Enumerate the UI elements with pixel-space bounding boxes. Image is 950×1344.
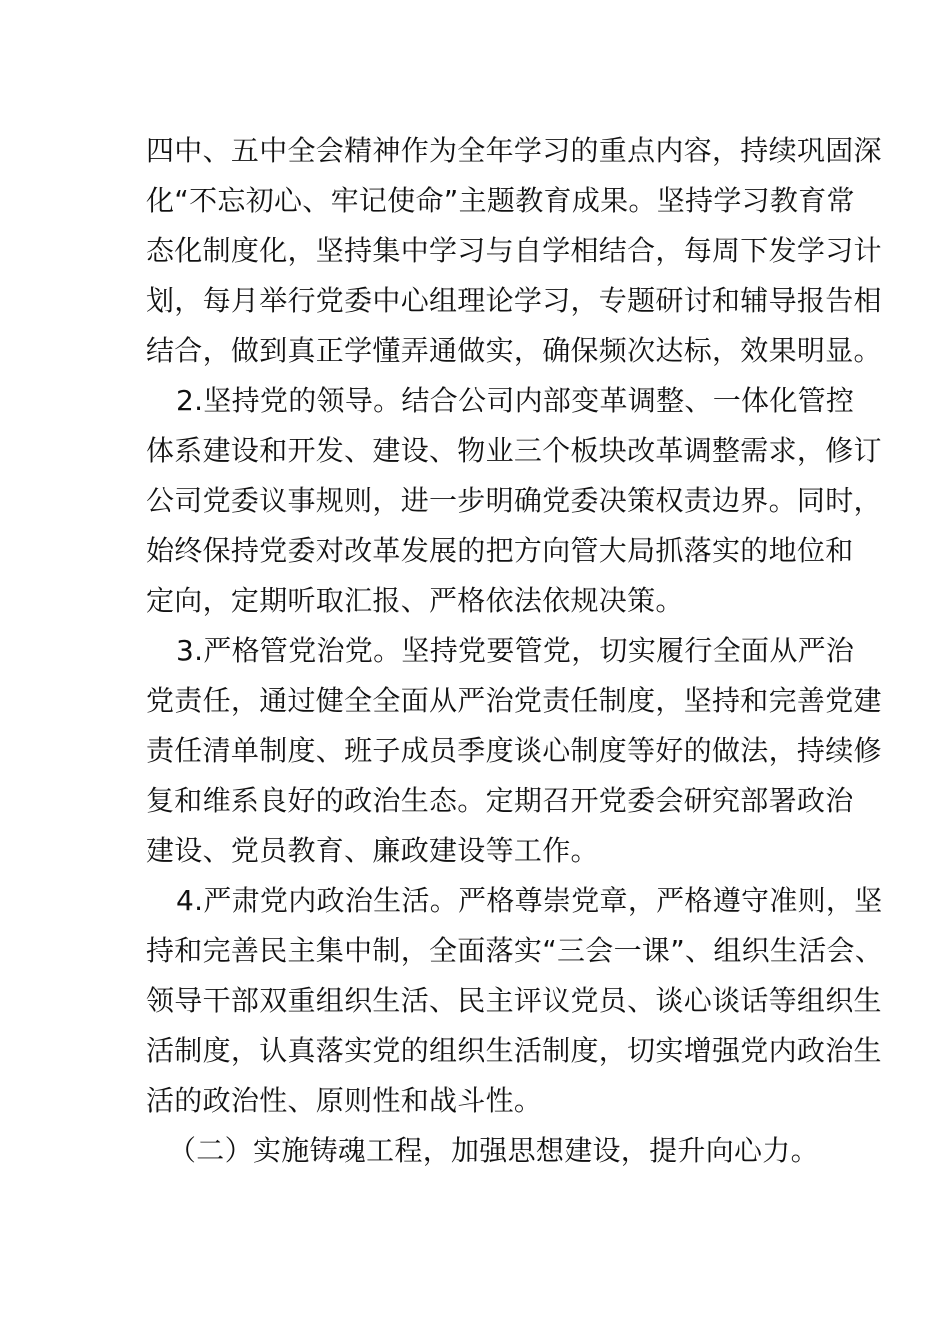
text-line: 体系建设和开发、建设、物业三个板块改革调整需求，修订 — [146, 434, 882, 467]
text-line: 始终保持党委对改革发展的把方向管大局抓落实的地位和 — [146, 534, 854, 567]
paragraph-3-start: 3.严格管党治党。坚持党要管党，切实履行全面从严治 — [176, 634, 855, 667]
text-line: 领导干部双重组织生活、民主评议党员、谈心谈话等组织生 — [146, 984, 882, 1017]
text-line: 党责任，通过健全全面从严治党责任制度，坚持和完善党建 — [146, 684, 882, 717]
text-line: 责任清单制度、班子成员季度谈心制度等好的做法，持续修 — [146, 734, 882, 767]
paragraph-2-start: 2.坚持党的领导。结合公司内部变革调整、一体化管控 — [176, 384, 855, 417]
text-line: 活的政治性、原则性和战斗性。 — [146, 1084, 543, 1117]
text-line: 复和维系良好的政治生态。定期召开党委会研究部署政治 — [146, 784, 854, 817]
text-line: 态化制度化，坚持集中学习与自学相结合，每周下发学习计 — [146, 234, 882, 267]
text-line: 建设、党员教育、廉政建设等工作。 — [146, 834, 599, 867]
paragraph-4-start: 4.严肃党内政治生活。严格尊崇党章，严格遵守准则，坚 — [176, 884, 883, 917]
text-line: 划，每月举行党委中心组理论学习，专题研讨和辅导报告相 — [146, 284, 882, 317]
text-line: 活制度，认真落实党的组织生活制度，切实增强党内政治生 — [146, 1034, 882, 1067]
text-line: 化“不忘初心、牢记使命”主题教育成果。坚持学习教育常 — [146, 184, 855, 217]
text-line: 结合，做到真正学懂弄通做实，确保频次达标，效果明显。 — [146, 334, 882, 367]
section-heading: （二）实施铸魂工程，加强思想建设，提升向心力。 — [168, 1134, 819, 1167]
text-line: 定向，定期听取汇报、严格依法依规决策。 — [146, 584, 684, 617]
text-line: 四中、五中全会精神作为全年学习的重点内容，持续巩固深 — [146, 134, 882, 167]
text-line: 公司党委议事规则，进一步明确党委决策权责边界。同时， — [146, 484, 882, 517]
text-line: 持和完善民主集中制，全面落实“三会一课”、组织生活会、 — [146, 934, 884, 967]
